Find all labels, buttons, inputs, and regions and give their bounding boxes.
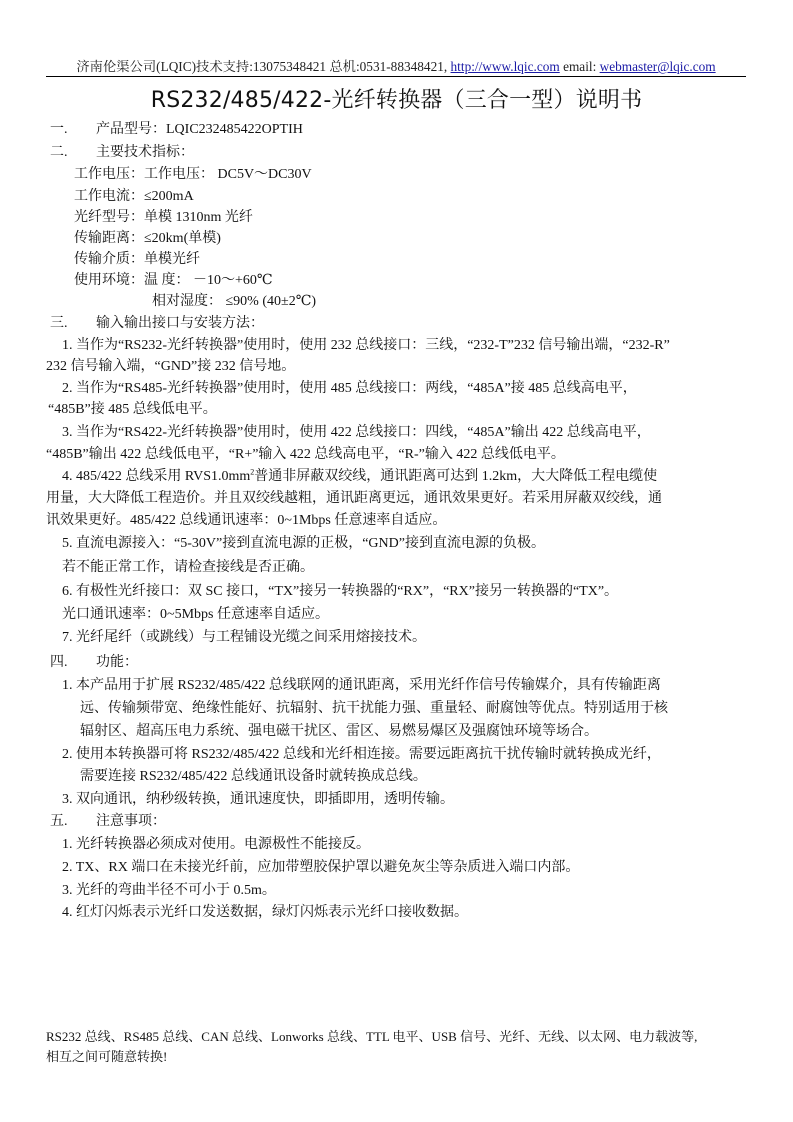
section-label: 输入输出接口与安装方法： xyxy=(96,316,264,331)
paragraph-line: 需要连接 RS232/485/422 总线通讯设备时就转换成总线。 xyxy=(80,769,427,784)
section-label: 主要技术指标： xyxy=(96,145,194,160)
section-number: 一. xyxy=(50,122,68,137)
section-2-heading xyxy=(50,143,194,163)
paragraph-line: 1. 本产品用于扩展 RS232/485/422 总线联网的通讯距离，采用光纤作信号传输媒介，具有传输距离 xyxy=(62,678,661,693)
paragraph-line: 232 信号输入端，“GND”接 232 信号地。 xyxy=(46,359,296,374)
paragraph-line: 2. TX、RX 端口在未接光纤前，应加带塑胶保护罩以避免灰尘等杂质进入端口内部。 xyxy=(62,860,580,875)
spec-item: 传输距离：≤20km(单模) xyxy=(74,231,221,246)
section-number: 五. xyxy=(50,814,68,829)
paragraph-line: 4. 红灯闪烁表示光纤口发送数据，绿灯闪烁表示光纤口接收数据。 xyxy=(62,905,468,920)
section-number: 二. xyxy=(50,145,68,160)
paragraph-line: 光口通讯速率：0~5Mbps 任意速率自适应。 xyxy=(62,607,329,622)
section-3-heading xyxy=(50,314,264,334)
spec-item: 光纤型号：单模 1310nm 光纤 xyxy=(74,210,253,225)
section-label: 功能： xyxy=(96,655,138,670)
paragraph-line: 7. 光纤尾纤（或跳线）与工程铺设光缆之间采用熔接技术。 xyxy=(62,630,426,645)
paragraph-line: 用量，大大降低工程造价。并且双绞线越粗，通讯距离更远，通讯效果更好。若采用屏蔽双绞线，通 xyxy=(46,491,662,506)
section-number: 三. xyxy=(50,316,68,331)
paragraph-line: 6. 有极性光纤接口：双 SC 接口，“TX”接另一转换器的“RX”，“RX”接另一转换器的“TX”。 xyxy=(62,584,619,599)
spec-item: 相对湿度： ≤90% (40±2℃) xyxy=(152,294,317,309)
spec-item: 工作电流：≤200mA xyxy=(74,189,194,204)
spec-item: 使用环境：温 度： －10～+60℃ xyxy=(74,273,273,288)
paragraph-line: 若不能正常工作，请检查接线是否正确。 xyxy=(62,560,314,575)
paragraph-line: 讯效果更好。485/422 总线通讯速率：0~1Mbps 任意速率自适应。 xyxy=(46,513,447,528)
section-label: 产品型号：LQIC232485422OPTIH xyxy=(96,122,303,137)
document-title: RS232/485/422-光纤转换器（三合一型）说明书 xyxy=(150,88,643,113)
paragraph-line: 1. 光纤转换器必须成对使用。电源极性不能接反。 xyxy=(62,837,370,852)
header-divider xyxy=(46,76,746,77)
text-run: 4. 485/422 总线采用 RVS1.0mm xyxy=(62,469,251,484)
section-4-heading xyxy=(50,653,138,673)
footer-line-1: RS232 总线、RS485 总线、CAN 总线、Lonworks 总线、TTL 电平、USB 信号、光纤、无线、以太网、电力载波等, xyxy=(46,1029,698,1044)
page-header xyxy=(46,58,746,75)
paragraph-line: “485B”输出 422 总线低电平，“R+”输入 422 总线高电平，“R-”输入 422 总线低电平。 xyxy=(46,447,565,462)
company-contact: 济南伦渠公司(LQIC)技术支持:13075348421 总机:0531-88348421, xyxy=(76,59,448,74)
superscript: 2 xyxy=(250,467,255,477)
email-label: email: xyxy=(563,59,597,74)
spec-item: 工作电压：工作电压： DC5V～DC30V xyxy=(74,167,312,182)
website-link[interactable]: http://www.lqic.com xyxy=(450,59,560,74)
paragraph-line: 5. 直流电源接入：“5-30V”接到直流电源的正极，“GND”接到直流电源的负极。 xyxy=(62,536,545,551)
spec-item: 传输介质：单模光纤 xyxy=(74,252,200,267)
paragraph-line: 3. 光纤的弯曲半径不可小于 0.5m。 xyxy=(62,883,276,898)
paragraph-line: “485B”接 485 总线低电平。 xyxy=(48,402,217,417)
paragraph-line: 1. 当作为“RS232-光纤转换器”使用时，使用 232 总线接口：三线，“232-T”232 信号输出端，“232-R” xyxy=(62,338,670,353)
text-run: 普通非屏蔽双绞线，通讯距离可达到 1.2km，大大降低工程电缆使 xyxy=(254,469,658,484)
section-number: 四. xyxy=(50,655,68,670)
paragraph-line xyxy=(62,467,657,487)
footer-line-2: 相互之间可随意转换! xyxy=(46,1049,168,1064)
paragraph-line: 3. 当作为“RS422-光纤转换器”使用时，使用 422 总线接口：四线，“485A”输出 422 总线高电平， xyxy=(62,425,651,440)
paragraph-line: 2. 使用本转换器可将 RS232/485/422 总线和光纤相连接。需要远距离抗干扰传输时就转换成光纤， xyxy=(62,747,661,762)
paragraph-line: 2. 当作为“RS485-光纤转换器”使用时，使用 485 总线接口：两线，“485A”接 485 总线高电平， xyxy=(62,381,637,396)
email-link[interactable]: webmaster@lqic.com xyxy=(599,59,716,74)
paragraph-line: 远、传输频带宽、绝缘性能好、抗辐射、抗干扰能力强、重量轻、耐腐蚀等优点。特别适用于核 xyxy=(80,701,668,716)
paragraph-line: 3. 双向通讯，纳秒级转换，通讯速度快，即插即用，透明传输。 xyxy=(62,792,454,807)
section-5-heading xyxy=(50,812,166,832)
section-label: 注意事项： xyxy=(96,814,166,829)
paragraph-line: 辐射区、超高压电力系统、强电磁干扰区、雷区、易燃易爆区及强腐蚀环境等场合。 xyxy=(80,724,598,739)
section-1-heading xyxy=(50,120,303,140)
